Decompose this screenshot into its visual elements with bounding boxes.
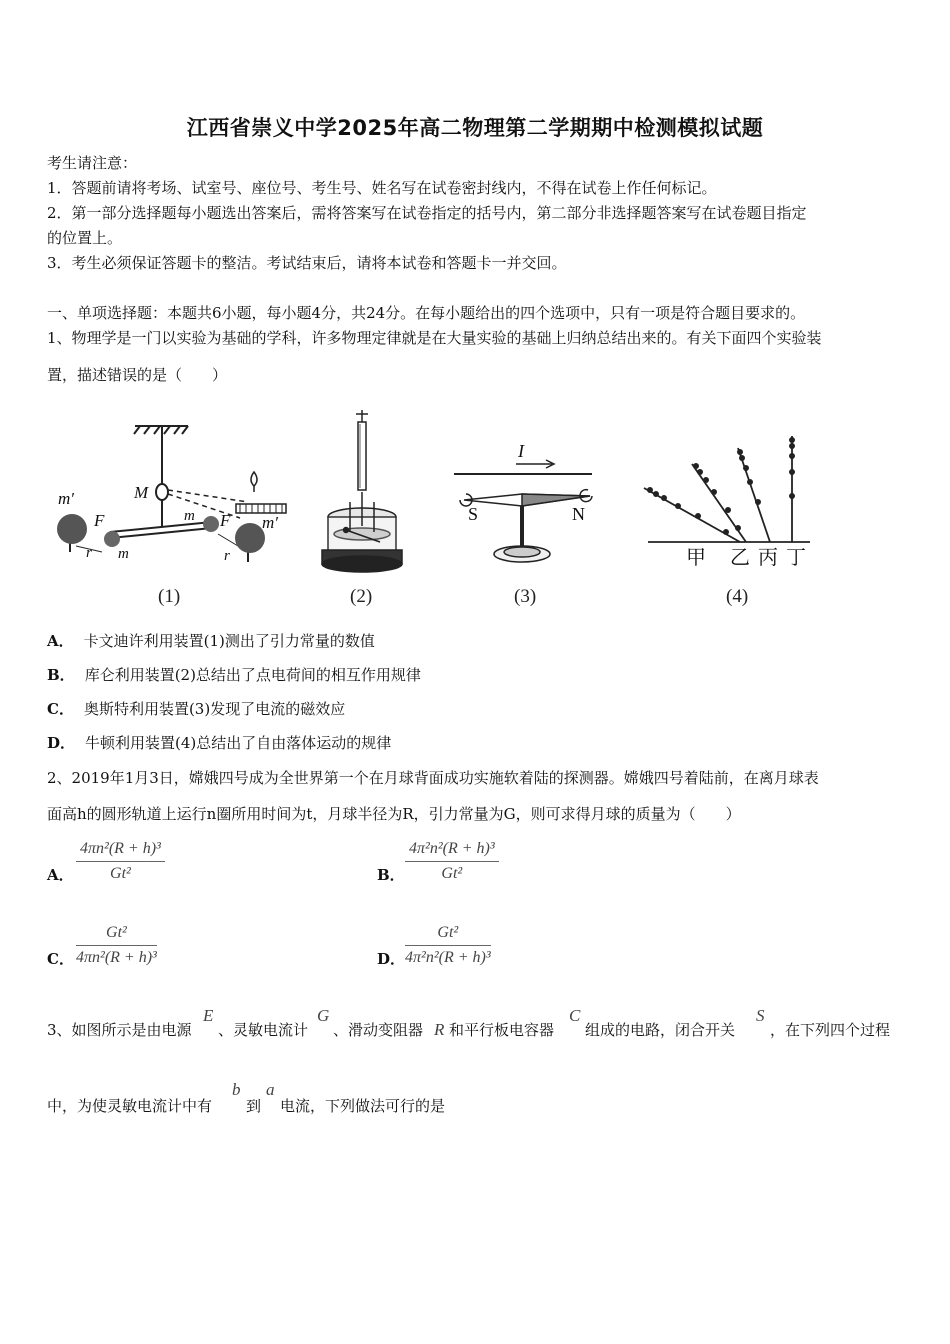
figure-caption: (2): [350, 586, 373, 607]
question-3-stem: 组成的电路，闭合开关: [585, 1021, 736, 1039]
numerator: Gt²: [405, 924, 491, 946]
question-3-stem: ，在下列四个过程: [770, 1021, 891, 1039]
label: r: [224, 548, 230, 564]
symbol-r: R: [434, 1020, 445, 1039]
pole-label: N: [572, 504, 585, 524]
plane-label: 丁: [786, 547, 806, 569]
option-c-fraction: [76, 924, 157, 967]
option-d-fraction: [405, 924, 491, 967]
current-label: I: [518, 441, 524, 461]
pole-label: S: [468, 504, 479, 524]
plane-label: 甲: [686, 547, 706, 569]
option-a-label: A．: [47, 866, 74, 884]
question-3-stem-cont: 中，为使灵敏电流计中有: [47, 1097, 213, 1115]
option-a: A． 卡文迪许利用装置(1)测出了引力常量的数值: [47, 632, 375, 650]
page-title: 江西省崇义中学2025年高二物理第二学期期中检测模拟试题: [186, 116, 764, 140]
denominator: 4π²n²(R + h)³: [405, 949, 491, 966]
coulomb-balance-diagram: [322, 410, 402, 572]
figure-caption: (4): [726, 586, 749, 607]
option-b-fraction: [405, 840, 499, 883]
section-heading: 一、单项选择题：本题共6小题，每小题4分，共24分。在每小题给出的四个选项中，只有一项是符合题目要求的。: [47, 304, 806, 322]
option-a-fraction: [76, 840, 165, 883]
numerator: 4π²n²(R + h)³: [405, 840, 499, 862]
symbol-s: S: [756, 1006, 765, 1025]
figure-caption: (3): [514, 586, 537, 607]
plane-label: 丙: [758, 547, 778, 569]
numerator: 4πn²(R + h)³: [76, 840, 165, 862]
experiment-figure: [40, 402, 820, 612]
notice-item: 3．考生必须保证答题卡的整洁。考试结束后，请将本试卷和答题卡一并交回。: [47, 254, 567, 272]
question-2-stem: 2、2019年1月3日，嫦娥四号成为全世界第一个在月球背面成功实施软着陆的探测器。嫦娥四号着陆前，在离月球表: [47, 769, 819, 787]
inclined-plane-diagram: [644, 436, 810, 542]
option-c: C． 奥斯特利用装置(3)发现了电流的磁效应: [47, 700, 346, 718]
label: m: [118, 546, 129, 562]
denominator: Gt²: [110, 865, 131, 882]
question-3-stem: 3、如图所示是由电源: [47, 1021, 192, 1039]
symbol-c: C: [569, 1006, 581, 1025]
option-d: D． 牛顿利用装置(4)总结出了自由落体运动的规律: [47, 734, 392, 752]
falling-ball-dots: [647, 437, 795, 535]
option-c-label: C．: [47, 950, 74, 968]
notice-item: 2．第一部分选择题每小题选出答案后，需将答案写在试卷指定的括号内，第二部分非选择题答案写在试卷题目指定: [47, 204, 807, 222]
label: r: [86, 545, 92, 561]
notice-item: 的位置上。: [47, 229, 123, 247]
small-sphere: [203, 516, 219, 532]
question-3-stem-cont: 到: [246, 1097, 262, 1115]
symbol-b: b: [232, 1080, 241, 1099]
label: m: [184, 508, 195, 524]
small-sphere: [104, 531, 120, 547]
large-sphere: [57, 514, 87, 544]
option-b: B． 库仑利用装置(2)总结出了点电荷间的相互作用规律: [47, 666, 421, 684]
numerator: Gt²: [76, 924, 157, 946]
denominator: Gt²: [441, 865, 463, 882]
denominator: 4πn²(R + h)³: [76, 949, 157, 966]
label: F: [220, 511, 231, 530]
question-1-stem-cont: 置，描述错误的是（ ）: [47, 366, 228, 384]
question-2-stem-cont: 面高h的圆形轨道上运行n圈所用时间为t，月球半径为R，引力常量为G，则可求得月球的质量为（ ）: [47, 805, 741, 823]
label: m′: [58, 489, 74, 508]
question-3-stem: 、灵敏电流计: [218, 1021, 309, 1039]
label: M: [134, 483, 149, 502]
question-3-stem-cont: 电流，下列做法可行的是: [280, 1097, 446, 1115]
question-3-stem: 和平行板电容器: [449, 1021, 555, 1039]
question-3-stem: 、滑动变阻器: [333, 1021, 424, 1039]
symbol-e: E: [203, 1006, 214, 1025]
plane-label: 乙: [730, 547, 750, 569]
notice-heading: 考生请注意：: [47, 154, 138, 172]
large-sphere: [235, 523, 265, 553]
option-d-label: D．: [377, 950, 406, 968]
question-1-stem: 1、物理学是一门以实验为基础的学科，许多物理定律就是在大量实验的基础上归纳总结出来的。有关下面四个实验装: [47, 329, 822, 347]
label: m′: [262, 513, 278, 532]
notice-item: 1．答题前请将考场、试室号、座位号、考生号、姓名写在试卷密封线内，不得在试卷上作任何标记。: [47, 179, 717, 197]
symbol-g: G: [317, 1006, 330, 1025]
label: F: [94, 511, 105, 530]
symbol-a: a: [266, 1080, 275, 1099]
option-b-label: B．: [377, 866, 405, 884]
figure-caption: (1): [158, 586, 181, 607]
